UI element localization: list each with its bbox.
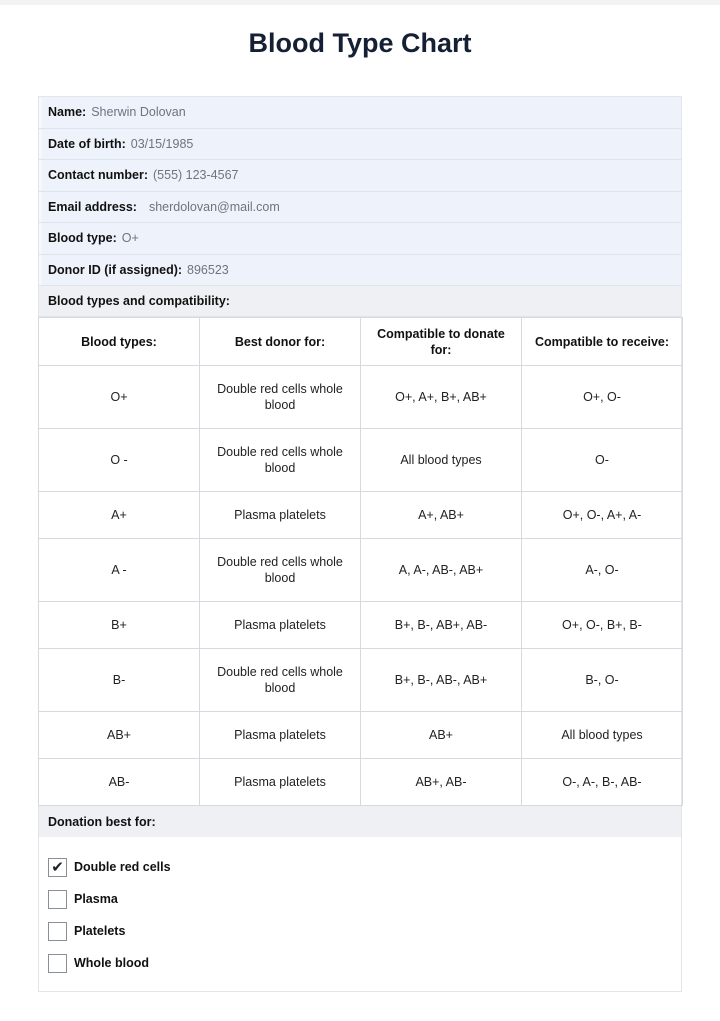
table-cell: A+, AB+ <box>361 492 522 539</box>
field-value[interactable]: sherdolovan@mail.com <box>148 199 280 214</box>
field-value[interactable]: 896523 <box>187 262 229 277</box>
form-sheet <box>38 96 682 992</box>
name-field <box>39 97 681 129</box>
table-row <box>39 366 683 429</box>
table-cell: O-, A-, B-, AB- <box>522 759 683 806</box>
table-cell: Double red cells whole blood <box>200 366 361 429</box>
field-label: Contact number: <box>48 168 148 183</box>
table-row <box>39 602 683 649</box>
table-cell: B- <box>39 649 200 712</box>
checkbox[interactable] <box>48 890 67 909</box>
email-address-field <box>39 192 681 224</box>
table-row <box>39 539 683 602</box>
table-cell: O+, O-, A+, A- <box>522 492 683 539</box>
blood-type-field <box>39 223 681 255</box>
checklist-item-plasma[interactable] <box>48 883 681 915</box>
table-cell: O+ <box>39 366 200 429</box>
table-cell: All blood types <box>522 712 683 759</box>
table-cell: O+, O-, B+, B- <box>522 602 683 649</box>
table-cell: Double red cells whole blood <box>200 649 361 712</box>
field-value[interactable]: 03/15/1985 <box>130 136 194 151</box>
donation-checklist <box>39 837 681 979</box>
table-cell: Plasma platelets <box>200 759 361 806</box>
field-value[interactable]: (555) 123-4567 <box>153 168 239 183</box>
table-cell: AB+, AB- <box>361 759 522 806</box>
top-border <box>0 0 720 5</box>
table-cell: All blood types <box>361 429 522 492</box>
donation-heading: Donation best for: <box>39 806 681 837</box>
compatibility-heading: Blood types and compatibility: <box>39 286 681 317</box>
table-cell: A, A-, AB-, AB+ <box>361 539 522 602</box>
field-label: Email address: <box>48 199 137 214</box>
table-row <box>39 649 683 712</box>
table-cell: AB+ <box>39 712 200 759</box>
checkbox-label: Plasma <box>74 892 118 906</box>
donor-id-field <box>39 255 681 287</box>
checkbox[interactable] <box>48 954 67 973</box>
date-of-birth-field <box>39 129 681 161</box>
table-cell: A+ <box>39 492 200 539</box>
field-label: Blood type: <box>48 231 117 246</box>
table-cell: Plasma platelets <box>200 712 361 759</box>
checkbox[interactable] <box>48 922 67 941</box>
table-cell: O- <box>522 429 683 492</box>
column-header: Best donor for: <box>200 318 361 366</box>
table-header-row <box>39 318 683 366</box>
checklist-item-platelets[interactable] <box>48 915 681 947</box>
checkmark-icon: ✔ <box>51 858 64 876</box>
checkbox-checked[interactable] <box>48 858 67 877</box>
checkbox-label: Whole blood <box>74 956 149 970</box>
checklist-item-whole-blood[interactable] <box>48 947 681 979</box>
table-row <box>39 429 683 492</box>
table-cell: O - <box>39 429 200 492</box>
table-cell: AB- <box>39 759 200 806</box>
table-cell: Plasma platelets <box>200 602 361 649</box>
field-label: Date of birth: <box>48 136 126 151</box>
table-cell: B+, B-, AB-, AB+ <box>361 649 522 712</box>
field-label: Donor ID (if assigned): <box>48 262 183 277</box>
checklist-item-double-red-cells[interactable] <box>48 851 681 883</box>
table-cell: Double red cells whole blood <box>200 429 361 492</box>
table-cell: Double red cells whole blood <box>200 539 361 602</box>
column-header: Blood types: <box>39 318 200 366</box>
contact-number-field <box>39 160 681 192</box>
column-header: Compatible to receive: <box>522 318 683 366</box>
table-row <box>39 759 683 806</box>
table-cell: B+ <box>39 602 200 649</box>
checkbox-label: Platelets <box>74 924 126 938</box>
table-cell: A - <box>39 539 200 602</box>
table-cell: B-, O- <box>522 649 683 712</box>
table-cell: Plasma platelets <box>200 492 361 539</box>
table-row <box>39 492 683 539</box>
page-title: Blood Type Chart <box>248 28 472 58</box>
field-label: Name: <box>48 105 87 120</box>
table-cell: A-, O- <box>522 539 683 602</box>
table-row <box>39 712 683 759</box>
table-cell: AB+ <box>361 712 522 759</box>
field-value[interactable]: O+ <box>121 231 139 246</box>
column-header: Compatible to donate for: <box>361 318 522 366</box>
field-value[interactable]: Sherwin Dolovan <box>91 105 186 120</box>
table-cell: O+, A+, B+, AB+ <box>361 366 522 429</box>
checkbox-label: Double red cells <box>74 860 171 874</box>
compatibility-table <box>38 317 683 806</box>
table-cell: B+, B-, AB+, AB- <box>361 602 522 649</box>
table-cell: O+, O- <box>522 366 683 429</box>
